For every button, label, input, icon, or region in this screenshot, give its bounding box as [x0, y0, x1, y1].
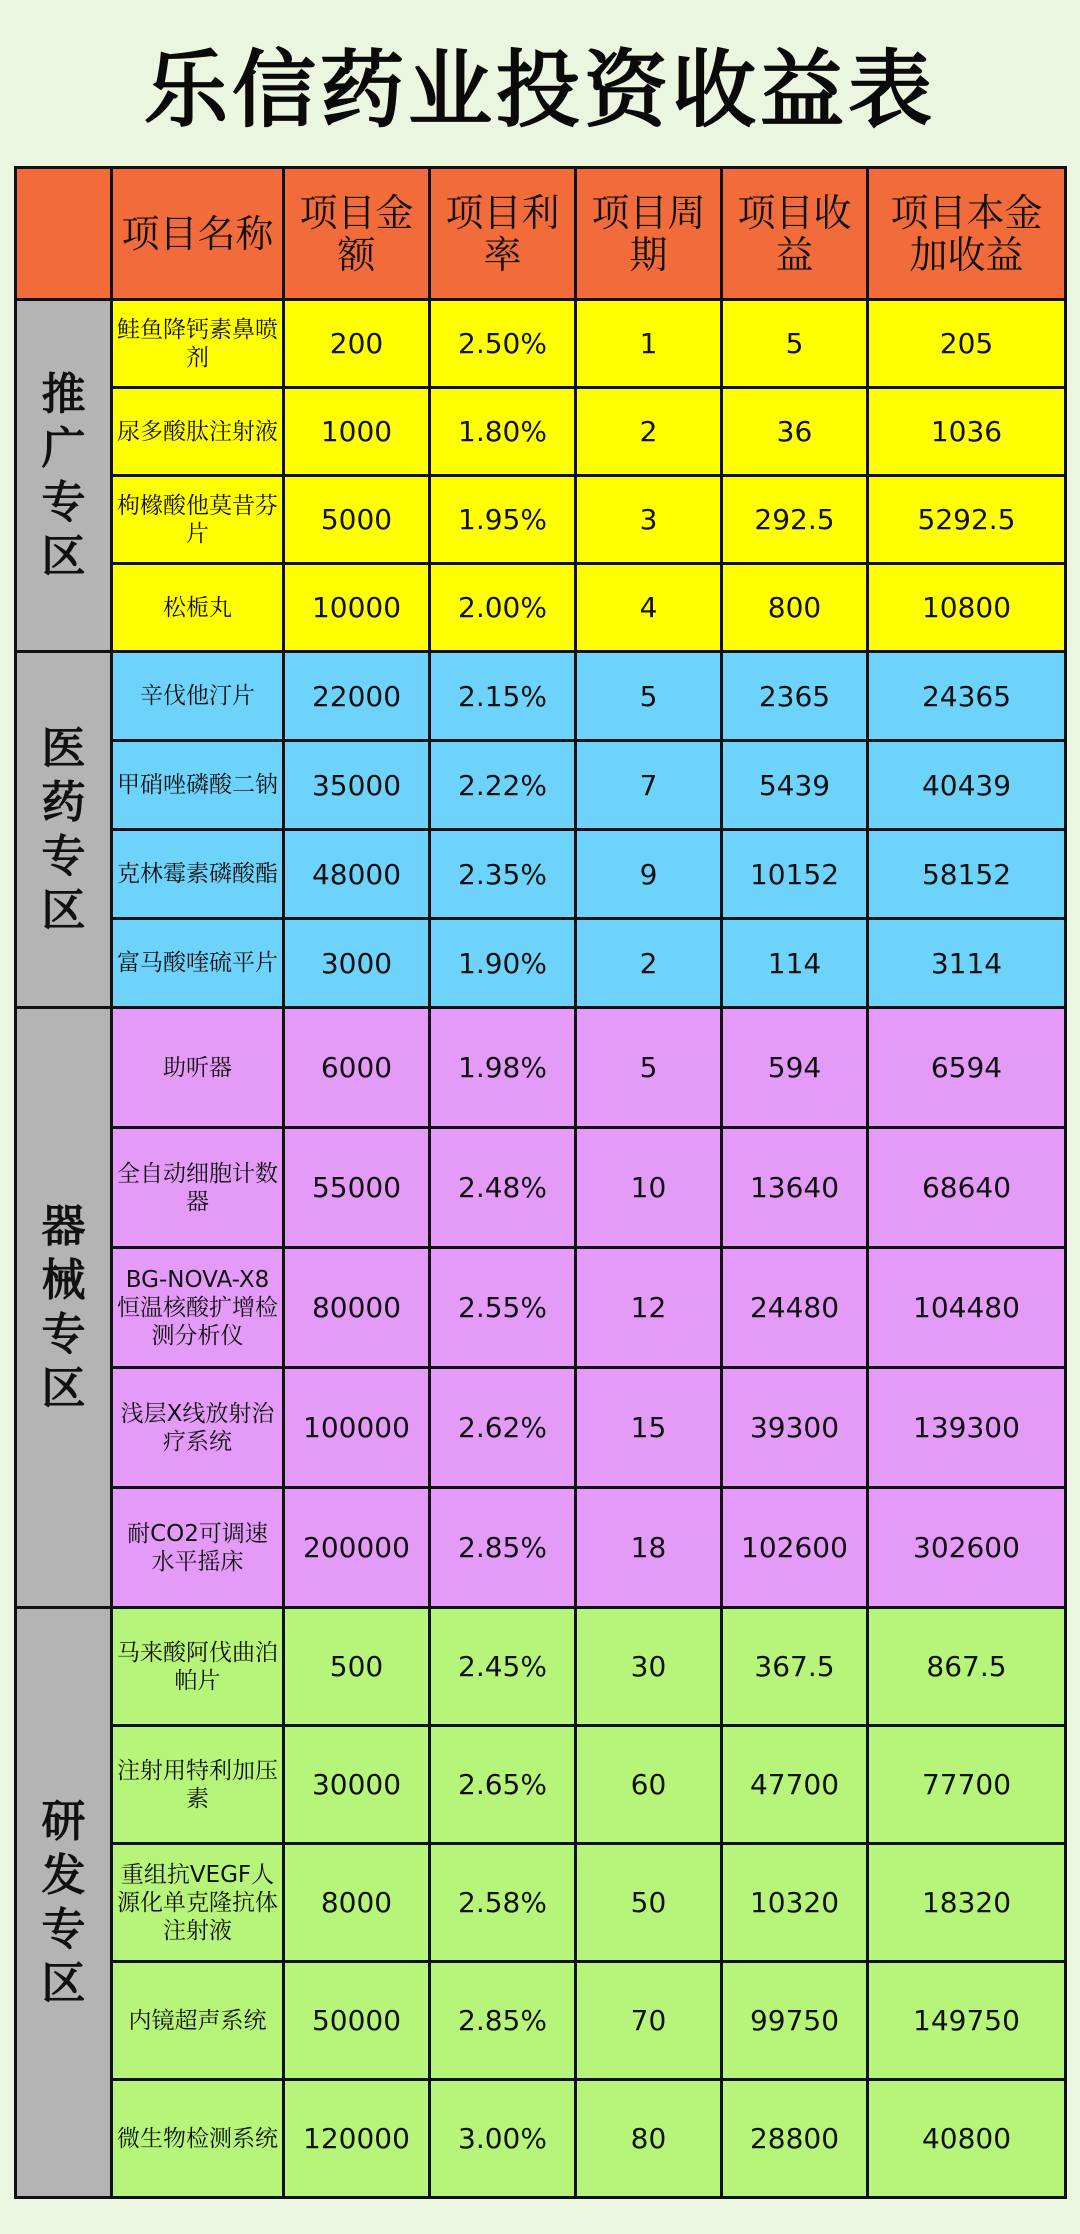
table-row — [16, 1488, 1066, 1608]
value-cell: 40800 — [868, 2080, 1066, 2198]
value-cell: 70 — [576, 1962, 722, 2080]
project-name-cell: 鲑鱼降钙素鼻喷剂 — [112, 300, 284, 388]
project-name-cell: 助听器 — [112, 1008, 284, 1128]
value-cell: 1.90% — [430, 919, 576, 1008]
section-label-text: 医药专区 — [41, 722, 86, 936]
value-cell: 10800 — [868, 564, 1066, 652]
value-cell: 80 — [576, 2080, 722, 2198]
table-row — [16, 919, 1066, 1008]
value-cell: 1.98% — [430, 1008, 576, 1128]
value-cell: 30000 — [284, 1726, 430, 1844]
table-row — [16, 1128, 1066, 1248]
value-cell: 2.85% — [430, 1962, 576, 2080]
value-cell: 10000 — [284, 564, 430, 652]
table-row — [16, 652, 1066, 741]
value-cell: 40439 — [868, 741, 1066, 830]
value-cell: 2.00% — [430, 564, 576, 652]
value-cell: 2.15% — [430, 652, 576, 741]
project-name-cell: 全自动细胞计数器 — [112, 1128, 284, 1248]
table-row — [16, 1248, 1066, 1368]
value-cell: 302600 — [868, 1488, 1066, 1608]
table-row — [16, 1008, 1066, 1128]
value-cell: 9 — [576, 830, 722, 919]
value-cell: 2.35% — [430, 830, 576, 919]
table-row — [16, 1844, 1066, 1962]
value-cell: 149750 — [868, 1962, 1066, 2080]
value-cell: 50000 — [284, 1962, 430, 2080]
project-name-cell: 辛伐他汀片 — [112, 652, 284, 741]
value-cell: 5 — [576, 652, 722, 741]
value-cell: 2.22% — [430, 741, 576, 830]
value-cell: 2365 — [722, 652, 868, 741]
value-cell: 3000 — [284, 919, 430, 1008]
value-cell: 3 — [576, 476, 722, 564]
value-cell: 200 — [284, 300, 430, 388]
value-cell: 68640 — [868, 1128, 1066, 1248]
project-name-cell: 耐CO2可调速水平摇床 — [112, 1488, 284, 1608]
value-cell: 2.55% — [430, 1248, 576, 1368]
value-cell: 114 — [722, 919, 868, 1008]
project-name-cell: 克林霉素磷酸酯 — [112, 830, 284, 919]
project-name-cell: 微生物检测系统 — [112, 2080, 284, 2198]
value-cell: 2.45% — [430, 1608, 576, 1726]
value-cell: 50 — [576, 1844, 722, 1962]
section-label-text: 器械专区 — [41, 1200, 86, 1414]
value-cell: 3114 — [868, 919, 1066, 1008]
value-cell: 7 — [576, 741, 722, 830]
table-row — [16, 388, 1066, 476]
value-cell: 2 — [576, 388, 722, 476]
value-cell: 205 — [868, 300, 1066, 388]
value-cell: 35000 — [284, 741, 430, 830]
table-row — [16, 476, 1066, 564]
value-cell: 800 — [722, 564, 868, 652]
value-cell: 120000 — [284, 2080, 430, 2198]
value-cell: 39300 — [722, 1368, 868, 1488]
value-cell: 48000 — [284, 830, 430, 919]
value-cell: 24365 — [868, 652, 1066, 741]
value-cell: 36 — [722, 388, 868, 476]
value-cell: 5292.5 — [868, 476, 1066, 564]
value-cell: 867.5 — [868, 1608, 1066, 1726]
value-cell: 1036 — [868, 388, 1066, 476]
value-cell: 28800 — [722, 2080, 868, 2198]
value-cell: 77700 — [868, 1726, 1066, 1844]
table-row — [16, 1608, 1066, 1726]
value-cell: 55000 — [284, 1128, 430, 1248]
header-corner — [16, 168, 112, 300]
value-cell: 47700 — [722, 1726, 868, 1844]
project-name-cell: 注射用特利加压素 — [112, 1726, 284, 1844]
table-row — [16, 2080, 1066, 2198]
value-cell: 292.5 — [722, 476, 868, 564]
value-cell: 367.5 — [722, 1608, 868, 1726]
value-cell: 2.48% — [430, 1128, 576, 1248]
section-label — [16, 300, 112, 652]
investment-table — [14, 166, 1067, 2199]
section-label — [16, 1608, 112, 2198]
project-name-cell: BG-NOVA-X8恒温核酸扩增检测分析仪 — [112, 1248, 284, 1368]
value-cell: 102600 — [722, 1488, 868, 1608]
value-cell: 15 — [576, 1368, 722, 1488]
project-name-cell: 枸橼酸他莫昔芬片 — [112, 476, 284, 564]
table-row — [16, 1368, 1066, 1488]
table-row — [16, 830, 1066, 919]
value-cell: 2.62% — [430, 1368, 576, 1488]
page-title: 乐信药业投资收益表 — [143, 41, 936, 139]
project-name-cell: 马来酸阿伐曲泊帕片 — [112, 1608, 284, 1726]
section-label — [16, 1008, 112, 1608]
value-cell: 30 — [576, 1608, 722, 1726]
value-cell: 2.65% — [430, 1726, 576, 1844]
value-cell: 22000 — [284, 652, 430, 741]
value-cell: 2 — [576, 919, 722, 1008]
project-name-cell: 内镜超声系统 — [112, 1962, 284, 2080]
value-cell: 500 — [284, 1608, 430, 1726]
value-cell: 10 — [576, 1128, 722, 1248]
value-cell: 2.58% — [430, 1844, 576, 1962]
header-cell: 项目本金加收益 — [868, 168, 1066, 300]
table-row — [16, 1726, 1066, 1844]
value-cell: 104480 — [868, 1248, 1066, 1368]
value-cell: 10320 — [722, 1844, 868, 1962]
value-cell: 10152 — [722, 830, 868, 919]
project-name-cell: 松栀丸 — [112, 564, 284, 652]
project-name-cell: 尿多酸肽注射液 — [112, 388, 284, 476]
value-cell: 1.80% — [430, 388, 576, 476]
table-row — [16, 300, 1066, 388]
header-cell: 项目收益 — [722, 168, 868, 300]
value-cell: 1.95% — [430, 476, 576, 564]
project-name-cell: 甲硝唑磷酸二钠 — [112, 741, 284, 830]
value-cell: 2.50% — [430, 300, 576, 388]
value-cell: 1000 — [284, 388, 430, 476]
value-cell: 2.85% — [430, 1488, 576, 1608]
section-label-text: 推广专区 — [41, 368, 86, 582]
project-name-cell: 浅层X线放射治疗系统 — [112, 1368, 284, 1488]
value-cell: 18320 — [868, 1844, 1066, 1962]
value-cell: 13640 — [722, 1128, 868, 1248]
value-cell: 1 — [576, 300, 722, 388]
value-cell: 100000 — [284, 1368, 430, 1488]
value-cell: 200000 — [284, 1488, 430, 1608]
value-cell: 12 — [576, 1248, 722, 1368]
value-cell: 80000 — [284, 1248, 430, 1368]
table-row — [16, 741, 1066, 830]
project-name-cell: 富马酸喹硫平片 — [112, 919, 284, 1008]
section-label — [16, 652, 112, 1008]
value-cell: 24480 — [722, 1248, 868, 1368]
value-cell: 5 — [722, 300, 868, 388]
value-cell: 4 — [576, 564, 722, 652]
header-cell: 项目金额 — [284, 168, 430, 300]
value-cell: 5000 — [284, 476, 430, 564]
value-cell: 594 — [722, 1008, 868, 1128]
value-cell: 3.00% — [430, 2080, 576, 2198]
value-cell: 5 — [576, 1008, 722, 1128]
value-cell: 99750 — [722, 1962, 868, 2080]
header-row — [16, 168, 1066, 300]
value-cell: 8000 — [284, 1844, 430, 1962]
table-row — [16, 1962, 1066, 2080]
table-row — [16, 564, 1066, 652]
project-name-cell: 重组抗VEGF人源化单克隆抗体注射液 — [112, 1844, 284, 1962]
value-cell: 18 — [576, 1488, 722, 1608]
value-cell: 6000 — [284, 1008, 430, 1128]
header-cell: 项目名称 — [112, 168, 284, 300]
section-label-text: 研发专区 — [41, 1795, 86, 2009]
value-cell: 60 — [576, 1726, 722, 1844]
header-cell: 项目周期 — [576, 168, 722, 300]
value-cell: 6594 — [868, 1008, 1066, 1128]
value-cell: 5439 — [722, 741, 868, 830]
value-cell: 139300 — [868, 1368, 1066, 1488]
value-cell: 58152 — [868, 830, 1066, 919]
header-cell: 项目利率 — [430, 168, 576, 300]
